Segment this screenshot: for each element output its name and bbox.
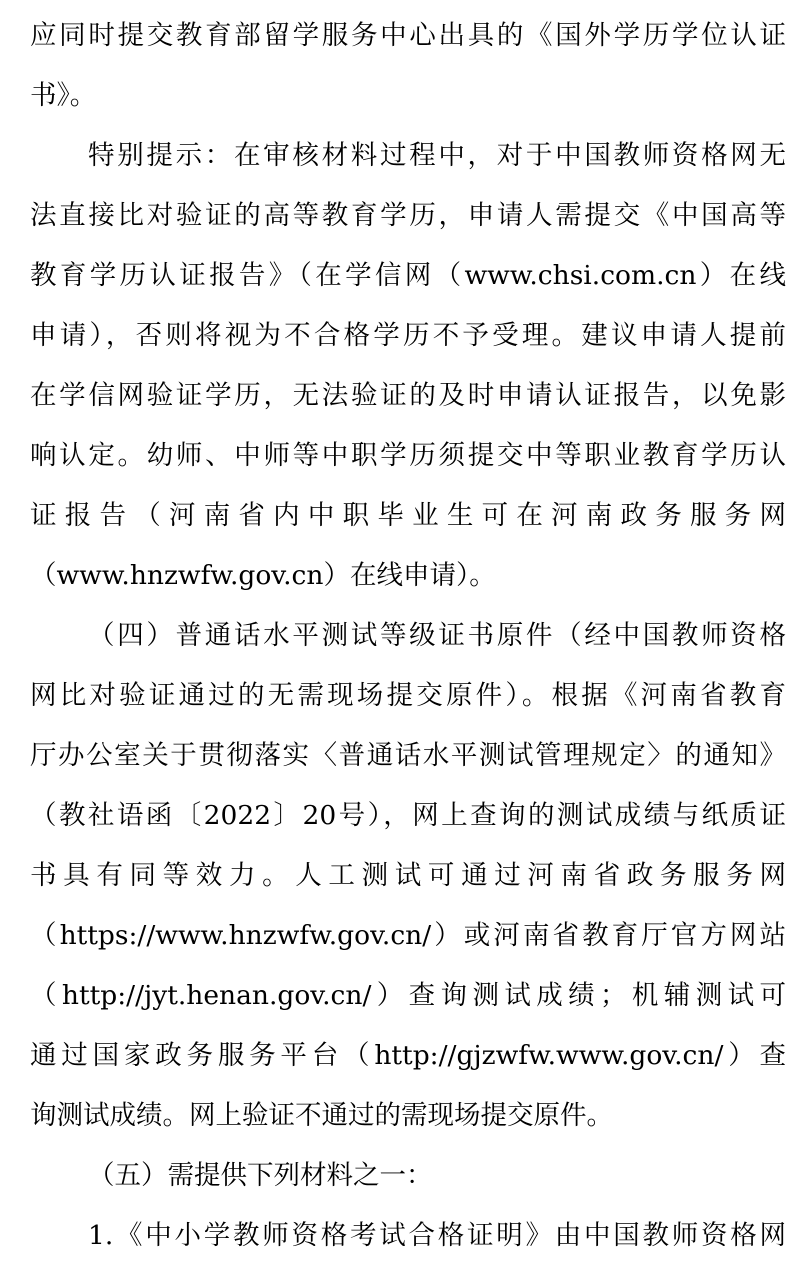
paragraph-line: （http://jyt.henan.gov.cn/）查询测试成绩；机辅测试可 [30, 980, 786, 1011]
paragraph-line: 响认定。幼师、中师等中职学历须提交中等职业教育学历认 [30, 440, 786, 471]
paragraph-line: 申请），否则将视为不合格学历不予受理。建议申请人提前 [30, 320, 786, 351]
paragraph-line: 证报告（河南省内中职毕业生可在河南政务服务网 [30, 500, 786, 531]
paragraph-line: （四）普通话水平测试等级证书原件（经中国教师资格 [88, 620, 786, 651]
paragraph-line: 网比对验证通过的无需现场提交原件）。根据《河南省教育 [30, 680, 786, 711]
list-item-line: 1.《中小学教师资格考试合格证明》由中国教师资格网 [88, 1220, 786, 1251]
paragraph-line: 厅办公室关于贯彻落实〈普通话水平测试管理规定〉的通知》 [30, 740, 786, 771]
paragraph-line: 在学信网验证学历，无法验证的及时申请认证报告，以免影 [30, 380, 786, 411]
paragraph-line: （www.hnzwfw.gov.cn）在线申请）。 [30, 560, 496, 591]
paragraph-line: 询测试成绩。网上验证不通过的需现场提交原件。 [30, 1100, 613, 1131]
paragraph-line: （https://www.hnzwfw.gov.cn/）或河南省教育厅官方网站 [30, 920, 786, 951]
paragraph-line: 教育学历认证报告》（在学信网（www.chsi.com.cn）在线 [30, 260, 786, 291]
paragraph-line: （教社语函〔2022〕20号），网上查询的测试成绩与纸质证 [30, 800, 786, 831]
paragraph-line: 应同时提交教育部留学服务中心出具的《国外学历学位认证 [30, 20, 786, 51]
paragraph-line: 法直接比对验证的高等教育学历，申请人需提交《中国高等 [30, 200, 786, 231]
paragraph-line: 书》。 [30, 80, 97, 111]
section-heading: （五）需提供下列材料之一： [88, 1160, 433, 1191]
paragraph-line: 特别提示：在审核材料过程中，对于中国教师资格网无 [88, 140, 786, 171]
paragraph-line: 通过国家政务服务平台（http://gjzwfw.www.gov.cn/）查 [30, 1040, 786, 1071]
paragraph-line: 书具有同等效力。人工测试可通过河南省政务服务网 [30, 860, 786, 891]
